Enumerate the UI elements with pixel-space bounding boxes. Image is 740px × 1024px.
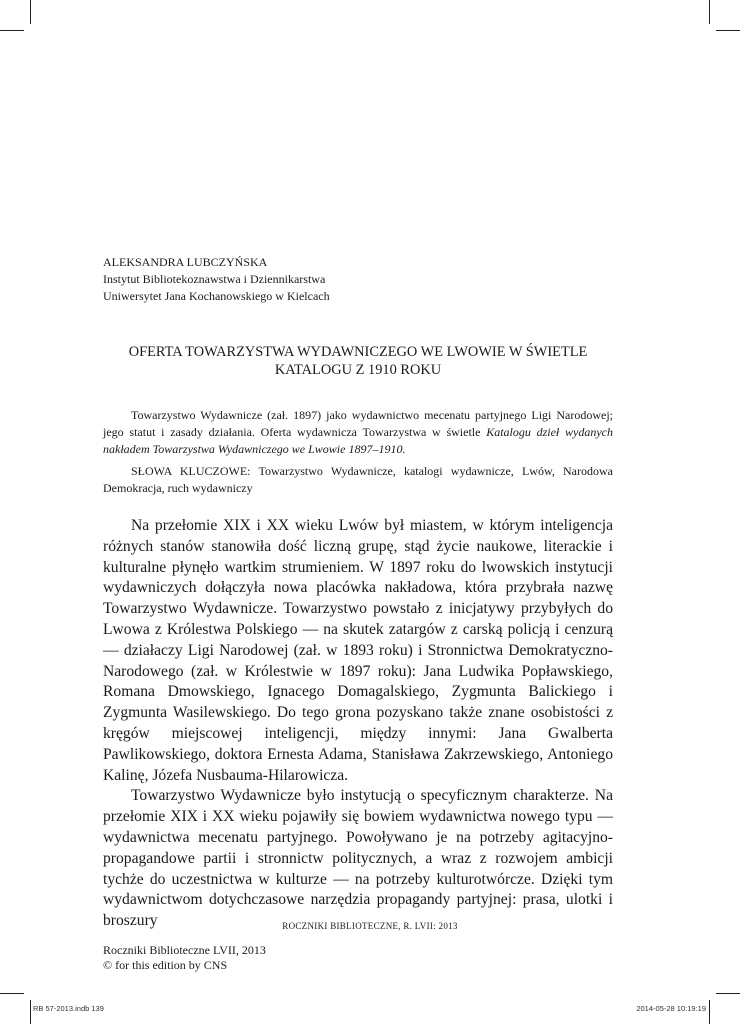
abstract-italic-title: Katalogu dzieł wydanych nakładem Towarzystwa Wydawniczego we Lwowie 1897–1910. [103, 425, 613, 456]
crop-mark-bottom-left [0, 993, 24, 994]
copyright-journal: Roczniki Biblioteczne LVII, 2013 [103, 943, 266, 957]
copyright-notice: © for this edition by CNS [103, 958, 228, 972]
title-line-1: OFERTA TOWARZYSTWA WYDAWNICZEGO WE LWOWIE W ŚWIETLE [128, 344, 588, 360]
abstract-paragraph [103, 407, 613, 458]
author-name: ALEKSANDRA LUBCZYŃSKA [103, 255, 268, 269]
crop-mark-bottom-right [709, 1000, 710, 1024]
affiliation-institute: Instytut Bibliotekoznawstwa i Dziennikarstwa [103, 272, 326, 286]
author-block [103, 254, 623, 305]
copyright-block [103, 943, 266, 973]
abstract [103, 407, 613, 497]
body-paragraph-1: Na przełomie XIX i XX wieku Lwów był miastem, w którym inteligencja różnych stanów stanowiła dość liczną grupę, stąd życie naukowe, literackie i kulturalne płynęło wartkim strumieniem. W 1897 roku do lwowskich instytucji wydawniczych dołączyła nowa placówka nakładowa, która przybrała nazwę Towarzystwo Wydawnicze. Towarzystwo powstało z inicjatywy przybyłych do Lwowa z Królestwa Polskiego — na skutek zatargów z carską policją i cenzurą — działaczy Ligi Narodowej (zał. w 1893 roku) i Stronnictwa Demokratyczno-Narodowego (zał. w Królestwie w 1897 roku): Jana Ludwika Popławskiego, Romana Dmowskiego, Ignacego Domagalskiego, Zygmunta Balickiego i Zygmunta Wasilewskiego. Do tego grona pozyskano także znane osobistości z kręgów miejscowej inteligencji, między innymi: Jana Gwalberta Pawlikowskiego, doktora Ernesta Adama, Stanisława Zakrzewskiego, Antoniego Kalinę, Józefa Nusbauma-Hilarowicza. [103, 517, 613, 784]
running-footer: ROCZNIKI BIBLIOTECZNE, R. LVII: 2013 [282, 921, 458, 931]
body-paragraph-2: Towarzystwo Wydawnicze było instytucją o specyficznym charakterze. Na przełomie XIX i XX wieku pojawiły się bowiem wydawnictwa nowego typu — wydawnictwa mecenatu partyjnego. Powoływano je na potrzeby agitacyjno-propagandowe partii i stronnictw politycznych, a wraz z rozwojem ambicji tychże do uczestnictwa w kulturze — na potrzeby kulturotwórcze. Dzięki tym wydawnictwom dotychczasowe narzędzia propagandy partyjnej: prasa, ulotki i broszury [103, 787, 613, 930]
abstract-text: Towarzystwo Wydawnicze (zał. 1897) jako wydawnictwo mecenatu partyjnego Ligi Narodowej; jego statut i zasady działania. Oferta wydawnicza Towarzystwa w świetle [103, 408, 613, 439]
print-slug-timestamp: 2014-05-28 10:19:19 [636, 1004, 706, 1013]
affiliation-university: Uniwersytet Jana Kochanowskiego w Kielcach [103, 289, 330, 303]
crop-mark-top-right [716, 30, 740, 31]
title-line-2: KATALOGU Z 1910 ROKU [274, 362, 442, 378]
crop-mark-top-left [30, 0, 31, 24]
crop-mark-top-right [709, 0, 710, 24]
crop-mark-bottom-left [30, 1000, 31, 1024]
crop-mark-bottom-right [716, 993, 740, 994]
crop-mark-top-left [0, 30, 24, 31]
keywords: SŁOWA KLUCZOWE: Towarzystwo Wydawnicze, katalogi wydawnicze, Lwów, Narodowa Demokracja, ruch wydawniczy [103, 464, 613, 495]
print-slug-file: RB 57-2013.indb 139 [33, 1004, 104, 1013]
article-title [103, 343, 613, 379]
article-body [103, 516, 613, 932]
